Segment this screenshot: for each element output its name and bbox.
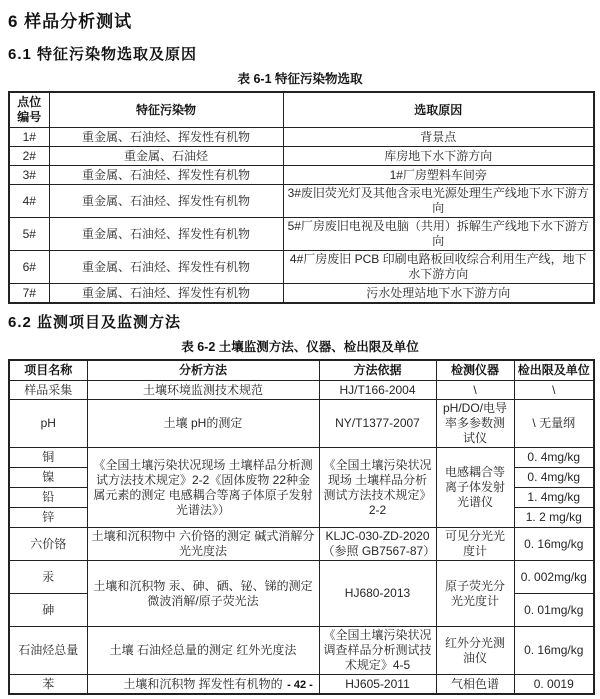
table-row — [9, 147, 594, 166]
page-number: - 42 - — [287, 679, 313, 691]
cell-analysis-method: 土壤环境监测技术规范 — [87, 381, 319, 400]
cell-item-name: 样品采集 — [9, 381, 87, 400]
cell-pollutants: 重金属、石油烃、挥发性有机物 — [49, 251, 283, 284]
cell-method-basis: HJ/T166-2004 — [319, 381, 436, 400]
cell-pollutants: 重金属、石油烃、挥发性有机物 — [49, 128, 283, 147]
col-header-detection-limit: 检出限及单位 — [514, 360, 594, 381]
cell-method-basis: HJ605-2011 — [319, 675, 436, 695]
cell-method-basis: KLJC-030-ZD-2020（参照 GB7567-87） — [319, 528, 436, 561]
table-row-ph — [9, 400, 594, 448]
table-row — [9, 218, 594, 251]
cell-detection-limit: \ 无量纲 — [514, 400, 594, 448]
table-header-row — [9, 92, 594, 128]
cell-pollutants: 重金属、石油烃、挥发性有机物 — [49, 218, 283, 251]
cell-instrument: 电感耦合等离子体发射光谱仪 — [436, 448, 514, 528]
table-header-row — [9, 360, 594, 381]
cell-instrument: 气相色谱 — [436, 675, 514, 695]
cell-item-name: 汞 — [9, 561, 87, 594]
cell-detection-limit: 0. 01mg/kg — [514, 594, 594, 627]
cell-item-name: 砷 — [9, 594, 87, 627]
table-monitoring-methods — [8, 359, 595, 695]
cell-detection-limit: 0. 4mg/kg — [514, 448, 594, 468]
table-row-copper — [9, 448, 594, 468]
table-row-mercury — [9, 561, 594, 594]
cell-point-id: 2# — [9, 147, 49, 166]
cell-analysis-method: 土壤 石油烃总量的测定 红外光度法 — [87, 627, 319, 675]
table2-caption: 表 6-2 土壤监测方法、仪器、检出限及单位 — [181, 340, 419, 354]
cell-instrument: 红外分光测油仪 — [436, 627, 514, 675]
col-header-method-basis: 方法依据 — [319, 360, 436, 381]
cell-point-id: 4# — [9, 185, 49, 218]
cell-method-basis: NY/T1377-2007 — [319, 400, 436, 448]
col-header-point-id: 点位编号 — [9, 92, 49, 128]
cell-method-basis: 《全国土壤污染状况调查样品分析测试技术规定》4-5 — [319, 627, 436, 675]
cell-instrument: \ — [436, 381, 514, 400]
cell-item-name: 铅 — [9, 488, 87, 508]
cell-item-name: 镍 — [9, 468, 87, 488]
cell-analysis-method: 土壤和沉积物中 六价铬的测定 碱式消解分光光度法 — [87, 528, 319, 561]
cell-reason: 3#废旧荧光灯及其他含汞电光源处理生产线地下水下游方向 — [283, 185, 594, 218]
cell-point-id: 7# — [9, 284, 49, 304]
cell-point-id: 6# — [9, 251, 49, 284]
col-header-pollutants: 特征污染物 — [49, 92, 283, 128]
cell-instrument: 原子荧光分光光度计 — [436, 561, 514, 627]
table1-caption: 表 6-1 特征污染物选取 — [237, 72, 363, 86]
cell-analysis-method: 土壤和沉积物 汞、砷、硒、铋、锑的测定 微波消解/原子荧光法 — [87, 561, 319, 627]
table-row — [9, 128, 594, 147]
cell-method-basis: 《全国土壤污染状况现场 土壤样品分析测试方法技术规定》2-2 — [319, 448, 436, 528]
col-header-reason: 选取原因 — [283, 92, 594, 128]
cell-reason: 5#厂房废旧电视及电脑（共用）拆解生产线地下水下游方向 — [283, 218, 594, 251]
col-header-item-name: 项目名称 — [9, 360, 87, 381]
cell-pollutants: 重金属、石油烃、挥发性有机物 — [49, 185, 283, 218]
cell-point-id: 1# — [9, 128, 49, 147]
cell-item-name: pH — [9, 400, 87, 448]
cell-detection-limit: 0. 16mg/kg — [514, 528, 594, 561]
cell-instrument: 可见分光光度计 — [436, 528, 514, 561]
cell-reason: 库房地下水下游方向 — [283, 147, 594, 166]
section-heading-6-2: 6.2 监测项目及监测方法 — [8, 314, 182, 331]
cell-pollutants: 重金属、石油烃、挥发性有机物 — [49, 284, 283, 304]
cell-instrument: pH/DO/电导率多参数测试仪 — [436, 400, 514, 448]
cell-analysis-method: 土壤 pH的测定 — [87, 400, 319, 448]
col-header-analysis-method: 分析方法 — [87, 360, 319, 381]
table-row — [9, 251, 594, 284]
cell-item-name: 铜 — [9, 448, 87, 468]
cell-reason: 背景点 — [283, 128, 594, 147]
cell-detection-limit: 1. 4mg/kg — [514, 488, 594, 508]
cell-reason: 1#厂房塑料车间旁 — [283, 166, 594, 185]
cell-analysis-method: 《全国土壤污染状况现场 土壤样品分析测试方法技术规定》2-2《固体废物 22种金属元素的测定 电感耦合等离子体原子发射光谱法》） — [87, 448, 319, 528]
table-row-hexavalent-chromium — [9, 528, 594, 561]
cell-detection-limit: 0. 0019 — [514, 675, 594, 695]
cell-reason: 4#厂房废旧 PCB 印刷电路板回收综合利用生产线，地下水下游方向 — [283, 251, 594, 284]
cell-item-name: 六价铬 — [9, 528, 87, 561]
cell-item-name: 苯 — [9, 675, 87, 695]
section-heading-6: 6 样品分析测试 — [8, 12, 133, 31]
cell-point-id: 3# — [9, 166, 49, 185]
cell-detection-limit: 0. 002mg/kg — [514, 561, 594, 594]
cell-method-basis: HJ680-2013 — [319, 561, 436, 627]
col-header-instrument: 检测仪器 — [436, 360, 514, 381]
table-row — [9, 185, 594, 218]
cell-item-name: 锌 — [9, 508, 87, 528]
cell-detection-limit: 1. 2 mg/kg — [514, 508, 594, 528]
cell-detection-limit: 0. 4mg/kg — [514, 468, 594, 488]
table-row — [9, 166, 594, 185]
table-pollutant-selection — [8, 91, 595, 304]
cell-reason: 污水处理站地下水下游方向 — [283, 284, 594, 304]
cell-pollutants: 重金属、石油烃 — [49, 147, 283, 166]
cell-item-name: 石油烃总量 — [9, 627, 87, 675]
cell-detection-limit: \ — [514, 381, 594, 400]
table-row-sampling — [9, 381, 594, 400]
cell-detection-limit: 0. 16mg/kg — [514, 627, 594, 675]
section-heading-6-1: 6.1 特征污染物选取及原因 — [8, 46, 198, 63]
table-row — [9, 284, 594, 304]
cell-pollutants: 重金属、石油烃、挥发性有机物 — [49, 166, 283, 185]
table-row-petroleum — [9, 627, 594, 675]
cell-point-id: 5# — [9, 218, 49, 251]
cell-analysis-method: 土壤和沉积物 挥发性有机物的 — [87, 675, 319, 695]
